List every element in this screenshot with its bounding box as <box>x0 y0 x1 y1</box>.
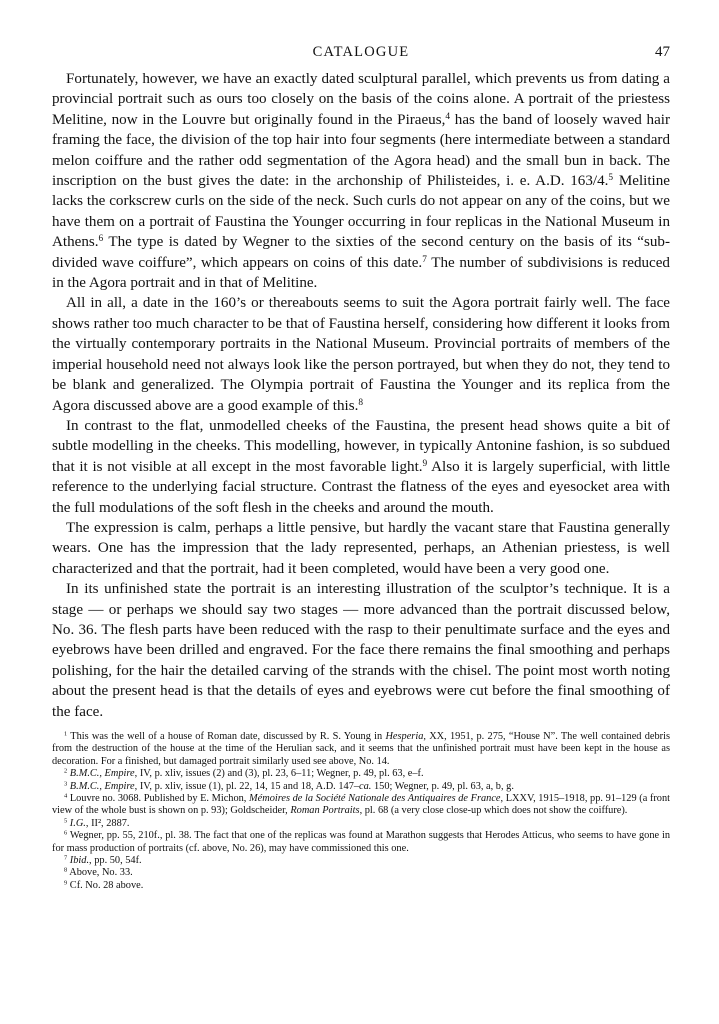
text-run: , II², 2887. <box>85 817 130 829</box>
footnote-1 <box>52 731 670 768</box>
footnote-9 <box>52 880 670 892</box>
text-run: The expression is calm, perhaps a little pensive, but hardly the vacant stare that Faustina generally wears. One has the impression that the lady represented, perhaps, an Athenian priestess, is well characterized and that the portrait, had it been completed, would have been a very good one. <box>52 519 670 577</box>
italic-text: B.M.C., Empire <box>69 780 135 792</box>
footnote-marker: 4 <box>64 792 68 800</box>
text-run: Fortunately, however, we have an exactly dated sculptural parallel, which prevents us from dating a provincial portrait such as ours too closely on the basis of the coins alone. A portrait of the priestess Melitine, now in the Louvre but originally found in the Piraeus, <box>52 71 670 128</box>
footnote-8 <box>52 867 670 879</box>
text-run: Wegner, pp. 55, 210f., pl. 38. The fact that one of the replicas was found at Marathon suggests that Herodes Atticus, who seems to have gone in for mass production of portraits (cf. above, No. 26), may have commissioned this one. <box>52 830 670 854</box>
paragraph-1 <box>52 69 670 293</box>
paragraph-5 <box>52 579 670 722</box>
running-header <box>52 44 670 68</box>
footnote-6 <box>52 830 670 855</box>
text-run: 150; Wegner, p. 49, pl. 63, a, b, g. <box>371 780 514 792</box>
text-run: The number of subdivisions is reduced in the Agora portrait and in that of Melitine. <box>52 254 670 292</box>
running-title: CATALOGUE <box>312 44 410 60</box>
footnote-marker: 3 <box>64 780 68 788</box>
text-run: , IV, p. xliv, issue (1), pl. 22, 14, 15 and 18, A.D. 147– <box>134 780 360 792</box>
footnote-marker: 6 <box>98 234 104 245</box>
text-run: In its unfinished state the portrait is an interesting illustration of the sculptor’s technique. It is a stage — or perhaps we should say two stages — more advanced than the portrait discussed below, No. 36. The flesh parts have been reduced with the rasp to their penultimate surface and the eyes and eyebrows have been drilled and engraved. For the face there remains the final smoothing and perhaps polishing, for the hair the detailed carving of the strands with the chisel. The point most worth noting about the present head is that the details of eyes and eyebrows were cut before the final smoothing of the face. <box>52 581 670 720</box>
text-run: , pp. 50, 54f. <box>89 855 142 867</box>
footnote-2 <box>52 768 670 780</box>
footnote-marker: 8 <box>358 397 364 408</box>
text-run: Above, No. 33. <box>67 867 133 879</box>
footnote-marker: 5 <box>608 172 614 183</box>
text-run: , pl. 68 (a very close close-up which does not show the coiffure). <box>359 805 628 817</box>
footnote-marker: 2 <box>64 767 68 775</box>
text-run: Louvre no. 3068. Published by E. Michon, <box>67 793 250 805</box>
footnote-marker: 9 <box>64 879 68 887</box>
footnote-marker: 1 <box>64 730 68 738</box>
paragraph-4 <box>52 518 670 579</box>
text-run: All in all, a date in the 160’s or thereabouts seems to suit the Agora portrait fairly well. The face shows rather too much character to be that of Faustina herself, considering how different it looks from the virtually contemporary portraits in the National Museum. Provincial portraits of members of the imperial household need not always look like the person portrayed, but when they do not, they tend to be blank and generalized. The Olympia portrait of Faustina the Younger and its replica from the Agora discussed above are a good example of this. <box>52 295 670 414</box>
text-run: In contrast to the flat, unmodelled cheeks of the Faustina, the present head shows quite a bit of subtle modelling in the cheeks. This modelling, however, in typically Antonine fashion, is so subdued that it is not visible at all except in the most favorable light. <box>52 417 670 475</box>
body-text <box>52 69 670 722</box>
text-run: Melitine lacks the corkscrew curls on the side of the neck. Such curls do not appear on any of the coins, but we have them on a portrait of Faustina the Younger occurring in four replicas in the National Museum in Athens. <box>52 173 670 251</box>
paragraph-3 <box>52 416 670 518</box>
text-run: This was the well of a house of Roman date, discussed by R. S. Young in <box>67 731 386 742</box>
footnote-4 <box>52 793 670 818</box>
footnote-marker: 7 <box>64 854 68 862</box>
italic-text: Ibid. <box>69 855 90 867</box>
paragraph-2 <box>52 293 670 415</box>
page-number: 47 <box>655 44 670 60</box>
italic-text: Mémoires de la Société Nationale des Antiquaires de France <box>249 793 501 805</box>
footnote-5 <box>52 818 670 830</box>
text-run: has the band of loosely waved hair framing the face, the division of the top hair into four segments (here intermediate between a standard melon coiffure and the rather odd segmentation of the Agora head) and the small bun in back. The inscription on the bust gives the date: in the archonship of Philisteides, i. e. A.D. 163/4. <box>52 111 671 190</box>
italic-text: ca. <box>359 780 372 792</box>
footnotes <box>52 731 670 892</box>
text-run: , XX, 1951, p. 275, “House N”. The well contained debris from the destruction of the house at the time of the Herulian sack, and it seems that the unfinished portrait must have been kept in the house as decoration. For a finished, but damaged portrait similarly used see above, No. 14. <box>52 731 670 767</box>
text-run: Cf. No. 28 above. <box>67 879 144 891</box>
italic-text: B.M.C., Empire <box>69 768 135 780</box>
footnote-3 <box>52 781 670 793</box>
footnote-marker: 9 <box>422 458 428 469</box>
text-run: , IV, p. xliv, issues (2) and (3), pl. 23, 6–11; Wegner, p. 49, pl. 63, e–f. <box>134 768 424 780</box>
footnote-marker: 4 <box>445 111 451 122</box>
footnote-marker: 7 <box>422 254 427 265</box>
footnote-marker: 8 <box>64 866 68 874</box>
text-run: The type is dated by Wegner to the sixties of the second century on the basis of its “sub-divided wave coiffure”, which appears on coins of this date. <box>52 234 670 271</box>
italic-text: I.G. <box>69 817 86 829</box>
text-run: , LXXV, 1915–1918, pp. 91–129 (a front view of the whole bust is shown on p. 93); Goldscheider, <box>52 793 671 817</box>
footnote-marker: 5 <box>64 817 68 825</box>
footnote-7 <box>52 855 670 867</box>
footnote-marker: 6 <box>64 829 68 837</box>
italic-text: Roman Portraits <box>290 805 360 817</box>
italic-text: Hesperia <box>385 731 424 742</box>
page <box>52 44 670 892</box>
text-run: Also it is largely superficial, with little reference to the underlying facial structure. Contrast the flatness of the eyes and eyesocket area with the full modulations of the soft flesh in the cheeks and around the mouth. <box>52 458 670 516</box>
